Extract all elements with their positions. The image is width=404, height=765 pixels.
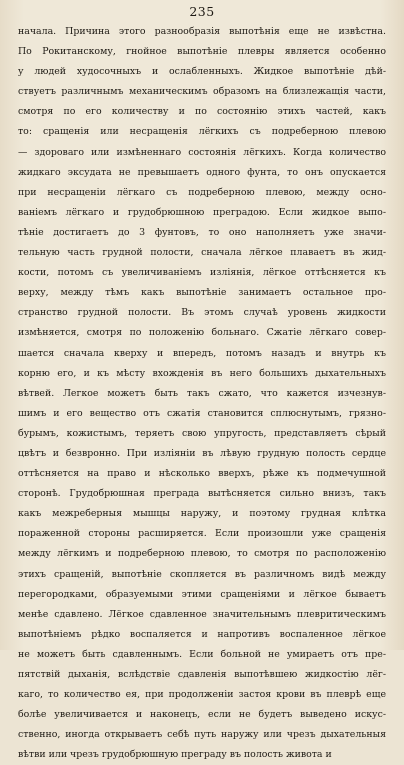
text-line: перегородками, образуемыми этими сращеніями и лёгкое бываетъ: [18, 588, 386, 600]
text-line: странство грудной полости. Въ этомъ случаѣ уровень жидкости: [18, 307, 386, 319]
text-line: болѣе увеличивается и наконецъ, если не будетъ выведено искус-: [18, 709, 386, 721]
text-line: начала. Причина этого разнообразія выпотѣнія еще не извѣстна.: [18, 26, 386, 37]
text-line: цвѣтъ и безвронно. При изліяніи въ лѣвую грудную полость сердце: [18, 447, 386, 459]
text-line: между лёгкимъ и подреберною плевою, то смотря по расположенію: [18, 548, 386, 560]
text-line: пораженной стороны расширяется. Если произошли уже сращенія: [18, 528, 386, 540]
text-line: сторонѣ. Грудобрюшная преграда вытѣсняется сильно внизъ, такъ: [18, 488, 386, 500]
text-line: По Рокитанскому, гнойное выпотѣніе плевры является особенно: [18, 46, 386, 58]
text-line: выпотѣніемъ рѣдко воспаляется и напротивъ воспаленное лёгкое: [18, 628, 386, 640]
text-line: ственно, иногда открываетъ себѣ путь наружу или чрезъ дыхательныя: [18, 729, 386, 741]
text-line: не можетъ быть сдавленнымъ. Если больной не умираетъ отъ пре-: [18, 648, 386, 660]
text-line: кости, потомъ съ увеличиваніемъ изліянія, лёгкое оттѣсняется къ: [18, 267, 386, 279]
text-line: вѣтвей. Легкое можетъ быть такъ сжато, что кажется изчезнув-: [18, 387, 386, 399]
text-line: оттѣсняется на право и нѣсколько вверхъ, рѣже къ подмечушной: [18, 468, 386, 480]
text-line: — здороваго или измѣненнаго состоянія лёгкихъ. Когда количество: [18, 146, 386, 158]
body-text: [18, 22, 386, 765]
page-number: 235: [189, 4, 215, 19]
text-line: бурымъ, кожистымъ, теряетъ свою упругость, представляетъ сѣрый: [18, 427, 386, 439]
text-line: каго, то количество ея, при продолженіи застоя крови въ плеврѣ еще: [18, 689, 386, 701]
text-line: вѣтви или чрезъ грудобрюшную преграду въ полость живота и: [18, 749, 332, 761]
text-line: этихъ сращеній, выпотѣніе скопляется въ различномъ видѣ между: [18, 568, 386, 580]
text-line: у людей худосочныхъ и ослабленныхъ. Жидкое выпотѣніе дѣй-: [18, 66, 386, 78]
text-line: корню его, и къ мѣсту вхожденія въ него большихъ дыхательныхъ: [18, 367, 386, 379]
text-line: шимъ и его вещество отъ сжатія становится сплюснутымъ, грязно-: [18, 407, 386, 419]
text-line: тѣніе достигаетъ до 3 фунтовъ, то оно наполняетъ уже значи-: [18, 226, 386, 238]
text-line: смотря по его количеству и по состоянію этихъ частей, какъ: [18, 106, 386, 118]
text-line: тельную часть грудной полости, сначала лёгкое плаваетъ въ жид-: [18, 247, 386, 259]
text-line: измѣняется, смотря по положенію больнаго. Сжатіе лёгкаго совер-: [18, 327, 386, 339]
text-line: ствуетъ различнымъ механическимъ образомъ на близлежащія части,: [18, 86, 386, 98]
text-line: ваніемъ лёгкаго и грудобрюшною преградою. Если жидкое выпо-: [18, 206, 386, 218]
text-line: то: сращенія или несращенія лёгкихъ съ подреберною плевою: [18, 126, 386, 138]
text-line: шается сначала кверху и впередъ, потомъ назадъ и внутрь къ: [18, 347, 386, 359]
text-line: какъ межреберныя мышцы наружу, и поэтому грудная клѣтка: [18, 508, 386, 520]
text-line: менѣе сдавлено. Лёгкое сдавленное значительнымъ плевритическимъ: [18, 608, 386, 620]
text-line: жидкаго эксудата не превышаетъ одного фунта, то онъ опускается: [18, 166, 386, 178]
text-line: при несращеніи лёгкаго съ подреберною плевою, между осно-: [18, 186, 386, 198]
text-line: пятствій дыханія, вслѣдствіе сдавленія выпотѣвшею жидкостію лёг-: [18, 669, 386, 680]
text-line: верху, между тѣмъ какъ выпотѣніе занимаетъ остальное про-: [18, 287, 386, 299]
